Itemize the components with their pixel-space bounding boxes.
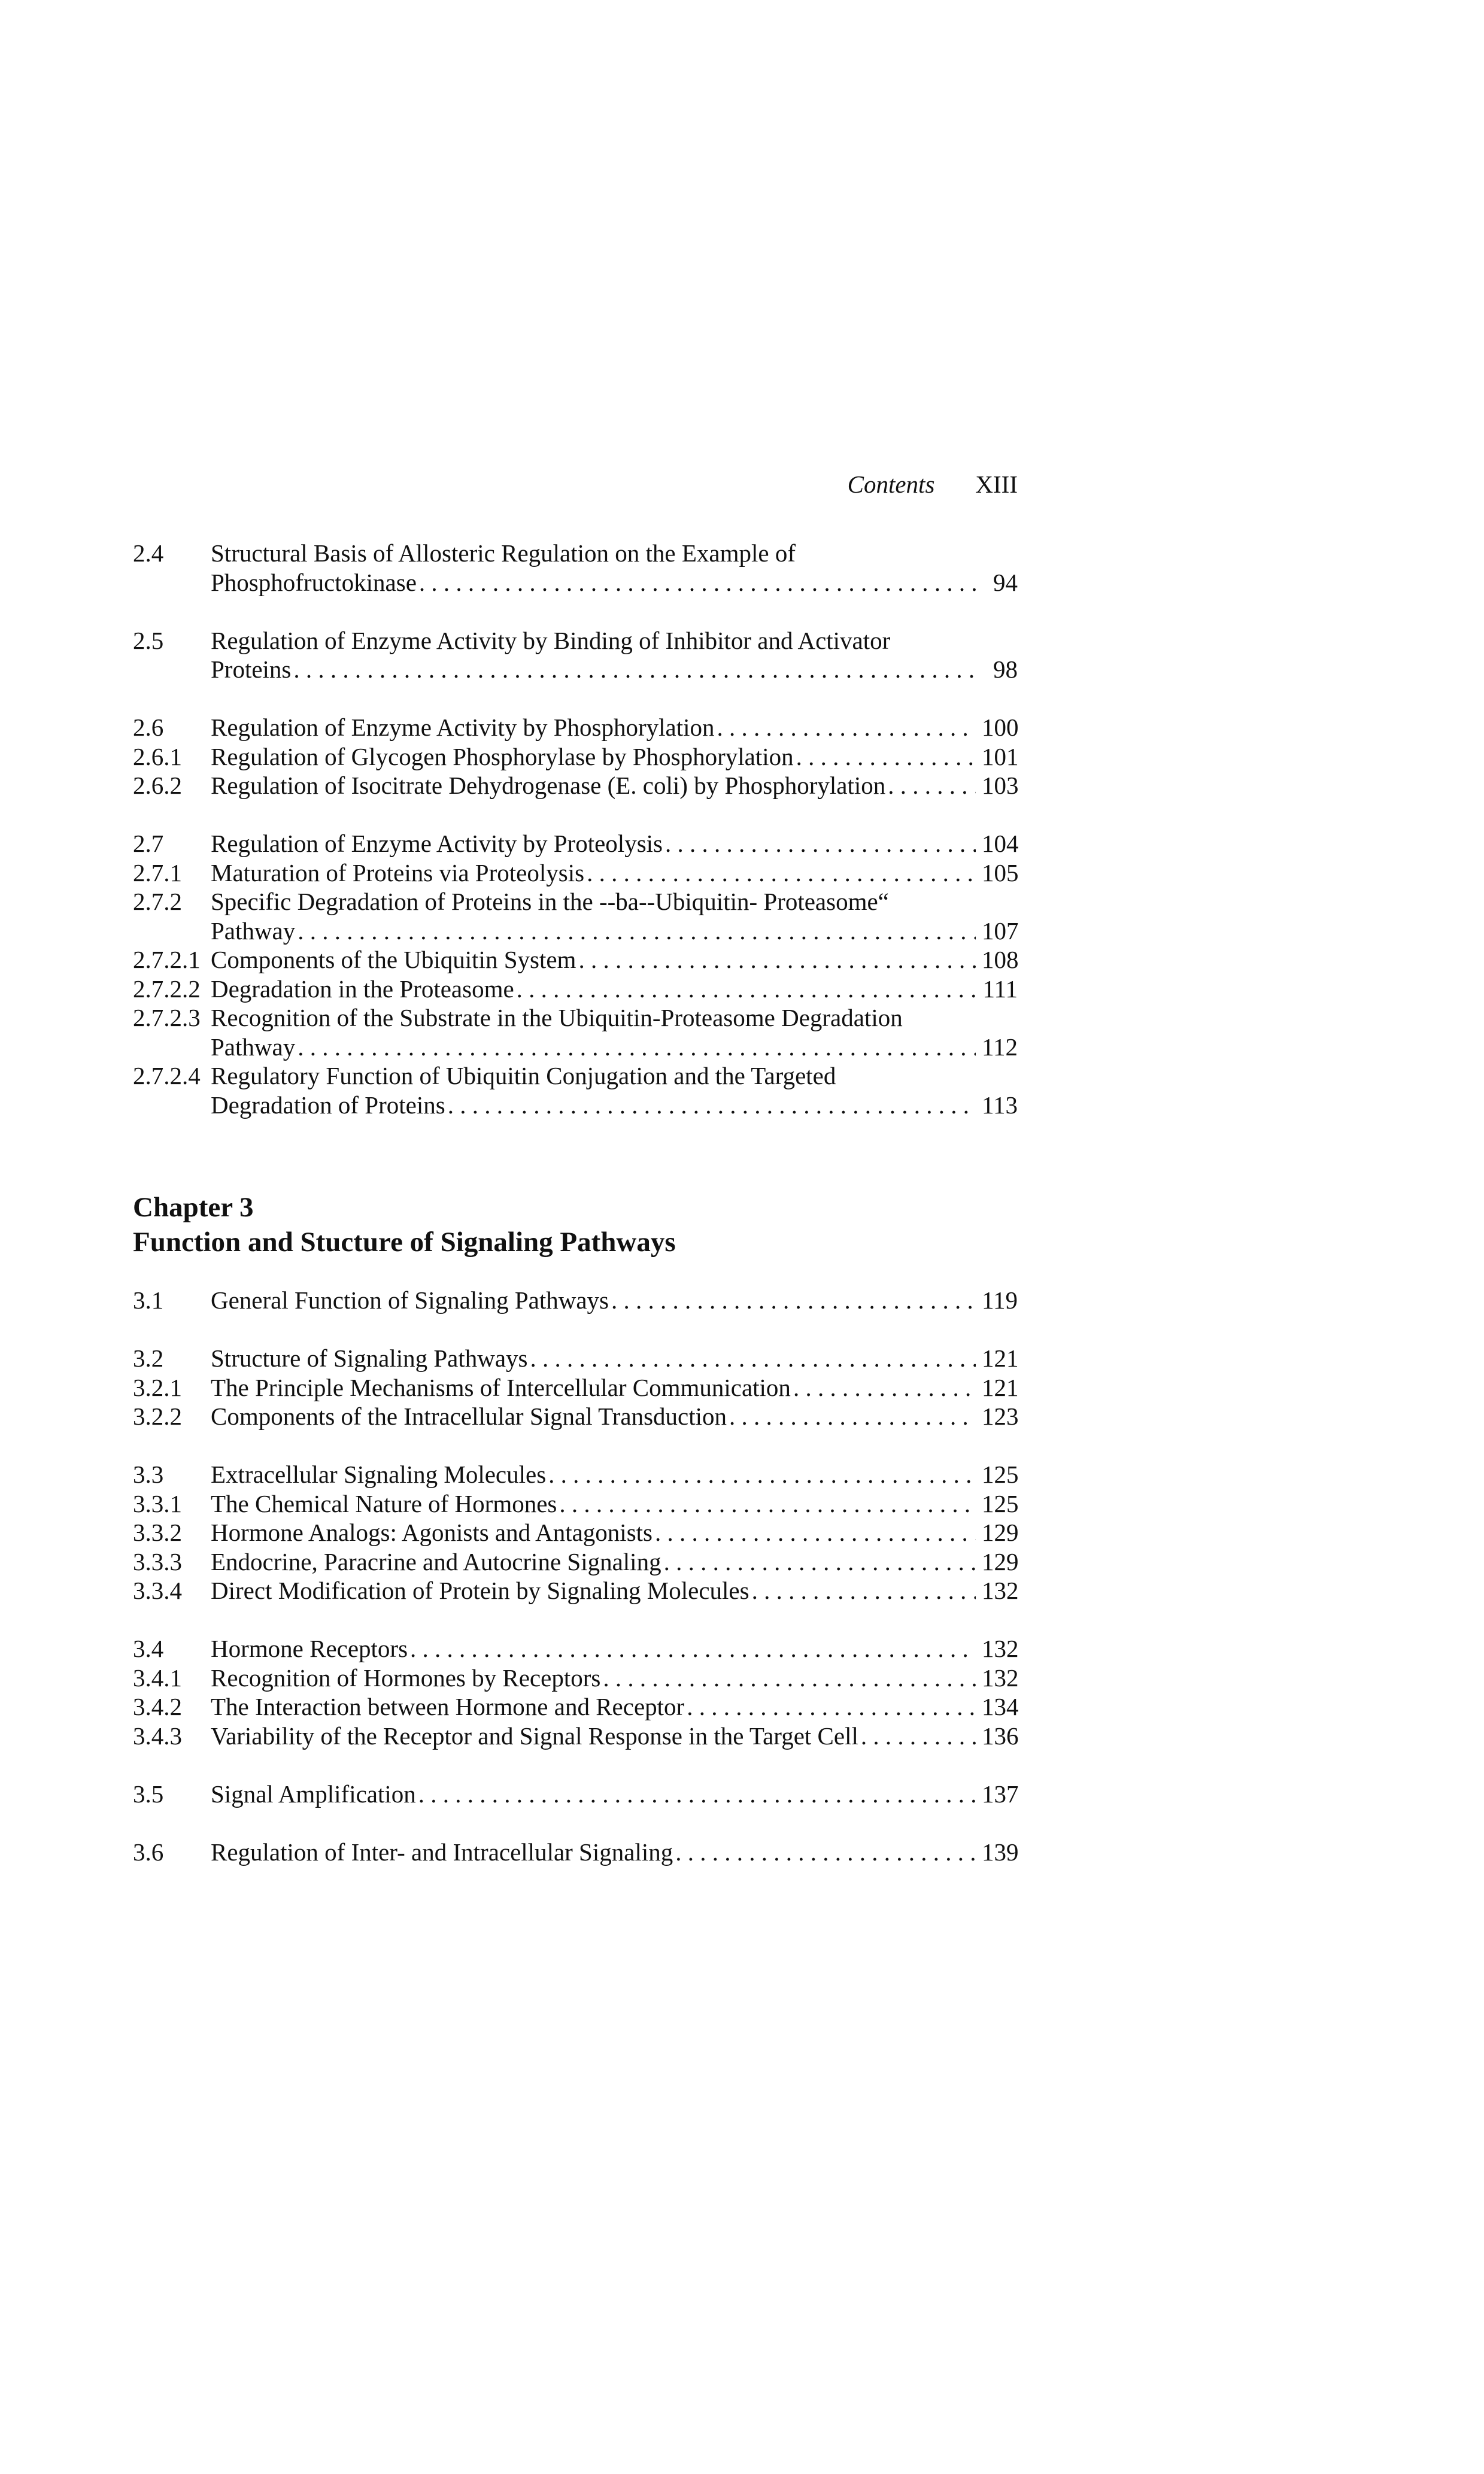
toc-entry-title: Proteins [211,655,292,683]
toc-entry-number: 3.3 [133,1461,164,1488]
toc-entry-title: Regulation of Glycogen Phosphorylase by Phosphorylation [211,742,794,770]
running-head-page-number: XIII [975,470,1018,498]
toc-entry-body [211,1489,1018,1519]
toc-entry[interactable] [133,1780,1018,1809]
toc-entry-line [211,1780,1018,1809]
toc-entry-title: Endocrine, Paracrine and Autocrine Signaling [211,1547,661,1576]
group-spacer [133,684,1018,714]
toc-entry-line [211,916,1018,946]
toc-page-number: 103 [982,772,1019,799]
dot-leader [655,1518,976,1547]
toc-entry-number: 2.7 [133,830,164,857]
dot-leader [559,1489,976,1519]
toc-entry-body [211,1460,1018,1489]
toc-entry-line [211,858,1018,888]
toc-page-number: 129 [982,1519,1019,1546]
toc-entry-title: Regulation of Isocitrate Dehydrogenase (E. coli) by Phosphorylation [211,772,886,799]
dot-leader [793,1373,976,1403]
dot-leader [664,1547,976,1577]
toc-entry-number: 2.6.1 [133,742,182,770]
dot-leader [611,1286,976,1315]
toc-entry-body [211,1692,1018,1722]
toc-entry-line [211,945,1018,975]
toc-entry-number: 2.7.2.2 [133,975,201,1003]
toc-entry-line [211,655,1018,684]
toc-entry-title: The Principle Mechanisms of Intercellular Communication [211,1373,791,1401]
toc-entry-line [211,1460,1018,1489]
toc-page-number: 113 [982,1091,1018,1119]
toc-page-number: 104 [982,830,1019,857]
toc-entry-body [211,1634,1018,1664]
dot-leader [517,975,976,1004]
toc-entry-body [211,742,1018,772]
dot-leader [293,655,976,684]
toc-page-number: 121 [982,1344,1019,1372]
toc-entry-body [211,1373,1018,1403]
toc-entry[interactable] [133,1489,1018,1519]
toc-entry-title: Direct Modification of Protein by Signaling Molecules [211,1577,749,1604]
toc-entry[interactable] [133,887,1018,945]
toc-entry[interactable] [133,1518,1018,1547]
toc-entry[interactable] [133,829,1018,858]
toc-entry-title: Degradation of Proteins [211,1091,445,1119]
toc-entry-title: Maturation of Proteins via Proteolysis [211,858,585,887]
toc-page-number: 107 [982,916,1019,945]
toc-chapter-3-section [133,1286,1018,1866]
dot-leader [888,771,976,800]
toc-entry-body [211,945,1018,975]
dot-leader [419,568,976,597]
toc-entry-line [211,1373,1018,1403]
toc-entry[interactable] [133,771,1018,800]
toc-entry-body [211,1664,1018,1693]
toc-page-number: 108 [982,946,1019,973]
toc-page-number: 129 [982,1547,1019,1576]
toc-entry-line [211,771,1018,800]
toc-page-number: 136 [982,1722,1019,1750]
group-spacer [133,597,1018,626]
toc-page-number: 112 [982,1033,1018,1061]
dot-leader [410,1634,976,1664]
toc-entry-title: Extracellular Signaling Molecules [211,1461,547,1488]
toc-entry[interactable] [133,1664,1018,1693]
toc-entry-body [211,1402,1018,1431]
group-spacer [133,1605,1018,1635]
toc-entry-title: Phosphofructokinase [211,568,417,596]
toc-entry-line [211,713,1018,742]
toc-entry[interactable] [133,1373,1018,1403]
toc-entry-number: 2.7.1 [133,858,182,887]
toc-entry-title: General Function of Signaling Pathways [211,1286,609,1314]
dot-leader [530,1344,976,1373]
toc-entry-body [211,1003,1018,1061]
toc-entry-line [211,1003,1018,1033]
toc-page-number: 121 [982,1373,1019,1401]
toc-chapter-2-section [133,539,1018,1119]
toc-entry[interactable] [133,1692,1018,1722]
dot-leader [717,713,976,742]
toc-entry-title: Variability of the Receptor and Signal Response in the Target Cell [211,1722,858,1750]
toc-page-number: 123 [982,1403,1019,1430]
toc-entry-line [211,1838,1018,1867]
toc-entry-line [211,975,1018,1004]
dot-leader [675,1838,976,1867]
toc-entry-number: 3.4 [133,1635,164,1662]
chapter-title: Function and Stucture of Signaling Pathways [133,1227,676,1258]
toc-entry-number: 3.4.3 [133,1722,182,1750]
dot-leader [587,858,976,888]
toc-entry-title: Recognition of the Substrate in the Ubiquitin-Proteasome Degradation [211,1004,903,1031]
toc-entry-body [211,829,1018,858]
toc-page-number: 105 [982,858,1019,887]
toc-entry-number: 3.3.4 [133,1577,182,1604]
toc-page-number: 119 [982,1286,1018,1314]
group-spacer [133,1750,1018,1780]
toc-entry-body [211,975,1018,1004]
toc-entry-number: 2.7.2.3 [133,1004,201,1031]
dot-leader [418,1780,976,1809]
toc-entry-title: Hormone Analogs: Agonists and Antagonists [211,1519,653,1546]
toc-entry-body [211,1722,1018,1751]
toc-entry-title: Specific Degradation of Proteins in the --ba--Ubiquitin- Proteasome“ [211,888,889,915]
toc-page-number: 132 [982,1664,1019,1692]
toc-entry-body [211,1344,1018,1373]
toc-entry-title: Pathway [211,916,296,945]
dot-leader [603,1664,976,1693]
toc-entry[interactable] [133,1838,1018,1867]
toc-entry-number: 3.2.1 [133,1373,182,1401]
toc-entry-title: Regulatory Function of Ubiquitin Conjugation and the Targeted [211,1062,836,1089]
toc-page-number: 139 [982,1838,1019,1866]
dot-leader [298,916,976,946]
toc-entry[interactable] [133,1634,1018,1664]
toc-entry-number: 3.2.2 [133,1403,182,1430]
toc-entry[interactable] [133,975,1018,1004]
toc-entry[interactable] [133,1576,1018,1605]
toc-entry-number: 2.7.2.4 [133,1062,201,1089]
toc-page-number: 125 [982,1489,1019,1517]
toc-entry-line [211,626,1018,655]
toc-entry-number: 3.6 [133,1838,164,1866]
toc-entry[interactable] [133,1722,1018,1751]
toc-entry-title: Hormone Receptors [211,1635,408,1662]
toc-entry-title: Structural Basis of Allosteric Regulation on the Example of [211,539,796,567]
dot-leader [752,1576,976,1605]
toc-entry-body [211,858,1018,888]
toc-entry-title: Regulation of Enzyme Activity by Proteolysis [211,830,663,857]
toc-entry-body [211,1518,1018,1547]
toc-entry[interactable] [133,1344,1018,1373]
toc-entry-body [211,1838,1018,1867]
toc-entry-line [211,887,1018,916]
toc-entry-line [211,1547,1018,1577]
dot-leader [298,1033,976,1062]
toc-entry-line [211,742,1018,772]
toc-entry-line [211,1518,1018,1547]
dot-leader [729,1402,976,1431]
chapter-heading [133,1190,676,1259]
toc-entry-title: Components of the Ubiquitin System [211,946,576,973]
toc-entry-number: 2.6 [133,714,164,741]
toc-page-number: 94 [993,568,1018,596]
toc-entry-line [211,1344,1018,1373]
toc-entry-title: Regulation of Enzyme Activity by Binding of Inhibitor and Activator [211,626,891,654]
toc-entry-title: Recognition of Hormones by Receptors [211,1664,601,1692]
toc-entry-title: Regulation of Enzyme Activity by Phosphorylation [211,714,715,741]
group-spacer [133,1431,1018,1461]
toc-entry-line [211,1634,1018,1664]
toc-entry-line [211,1033,1018,1062]
toc-entry[interactable] [133,858,1018,888]
toc-entry-body [211,1780,1018,1809]
toc-entry[interactable] [133,742,1018,772]
toc-entry-line [211,1576,1018,1605]
toc-entry-number: 3.2 [133,1344,164,1372]
dot-leader [796,742,976,772]
toc-entry-line [211,1286,1018,1315]
toc-entry-body [211,713,1018,742]
toc-entry-number: 3.3.1 [133,1489,182,1517]
toc-entry-body [211,1576,1018,1605]
toc-entry-line [211,539,1018,568]
toc-entry[interactable] [133,1547,1018,1577]
dot-leader [578,945,976,975]
toc-entry-body [211,626,1018,684]
toc-page-number: 101 [982,742,1019,770]
toc-entry[interactable] [133,1286,1018,1315]
toc-entry-body [211,539,1018,597]
toc-entry-number: 2.6.2 [133,772,182,799]
toc-entry-number: 2.4 [133,539,164,567]
toc-entry-line [211,1664,1018,1693]
toc-entry-number: 3.3.2 [133,1519,182,1546]
toc-entry-number: 3.5 [133,1780,164,1808]
toc-entry-title: Pathway [211,1033,296,1061]
dot-leader [687,1692,976,1722]
running-head-title: Contents [847,470,935,498]
toc-entry[interactable] [133,1402,1018,1431]
toc-entry-body [211,1286,1018,1315]
chapter-label: Chapter 3 [133,1192,254,1223]
toc-entry-line [211,1722,1018,1751]
running-head [778,470,1018,499]
toc-entry-number: 3.4.2 [133,1693,182,1720]
toc-entry-number: 3.3.3 [133,1547,182,1576]
toc-entry-title: The Chemical Nature of Hormones [211,1489,557,1517]
toc-entry-number: 3.4.1 [133,1664,182,1692]
toc-entry-line [211,568,1018,597]
toc-entry[interactable] [133,1003,1018,1061]
toc-page-number: 137 [982,1780,1019,1808]
toc-page-number: 125 [982,1461,1019,1488]
toc-entry-line [211,829,1018,858]
toc-entry-line [211,1692,1018,1722]
toc-page-number: 134 [982,1693,1019,1720]
group-spacer [133,1315,1018,1344]
toc-entry[interactable] [133,713,1018,742]
toc-entry[interactable] [133,1061,1018,1119]
toc-entry-line [211,1402,1018,1431]
toc-page-number: 132 [982,1635,1019,1662]
toc-entry-line [211,1489,1018,1519]
toc-entry-number: 2.5 [133,626,164,654]
toc-entry-title: Structure of Signaling Pathways [211,1344,528,1372]
toc-page-number: 132 [982,1577,1019,1604]
toc-entry-number: 3.1 [133,1286,164,1314]
toc-entry-title: Regulation of Inter- and Intracellular Signaling [211,1838,673,1866]
toc-entry-title: The Interaction between Hormone and Receptor [211,1693,685,1720]
toc-entry[interactable] [133,945,1018,975]
group-spacer [133,1808,1018,1838]
toc-entry-title: Components of the Intracellular Signal Transduction [211,1403,727,1430]
toc-entry-body [211,771,1018,800]
toc-page-number: 98 [993,655,1018,683]
dot-leader [448,1091,976,1120]
toc-entry-number: 2.7.2.1 [133,946,201,973]
toc-entry-line [211,1061,1018,1091]
toc-entry[interactable] [133,539,1018,597]
dot-leader [548,1460,976,1489]
group-spacer [133,800,1018,830]
toc-entry-body [211,1061,1018,1119]
toc-entry[interactable] [133,626,1018,684]
toc-page-number: 100 [982,714,1019,741]
toc-page-number: 111 [982,975,1018,1003]
toc-entry[interactable] [133,1460,1018,1489]
toc-entry-title: Signal Amplification [211,1780,416,1808]
toc-entry-line [211,1091,1018,1120]
toc-entry-body [211,887,1018,945]
dot-leader [665,829,976,858]
toc-entry-title: Degradation in the Proteasome [211,975,514,1003]
toc-entry-body [211,1547,1018,1577]
toc-entry-number: 2.7.2 [133,888,182,915]
dot-leader [861,1722,976,1751]
